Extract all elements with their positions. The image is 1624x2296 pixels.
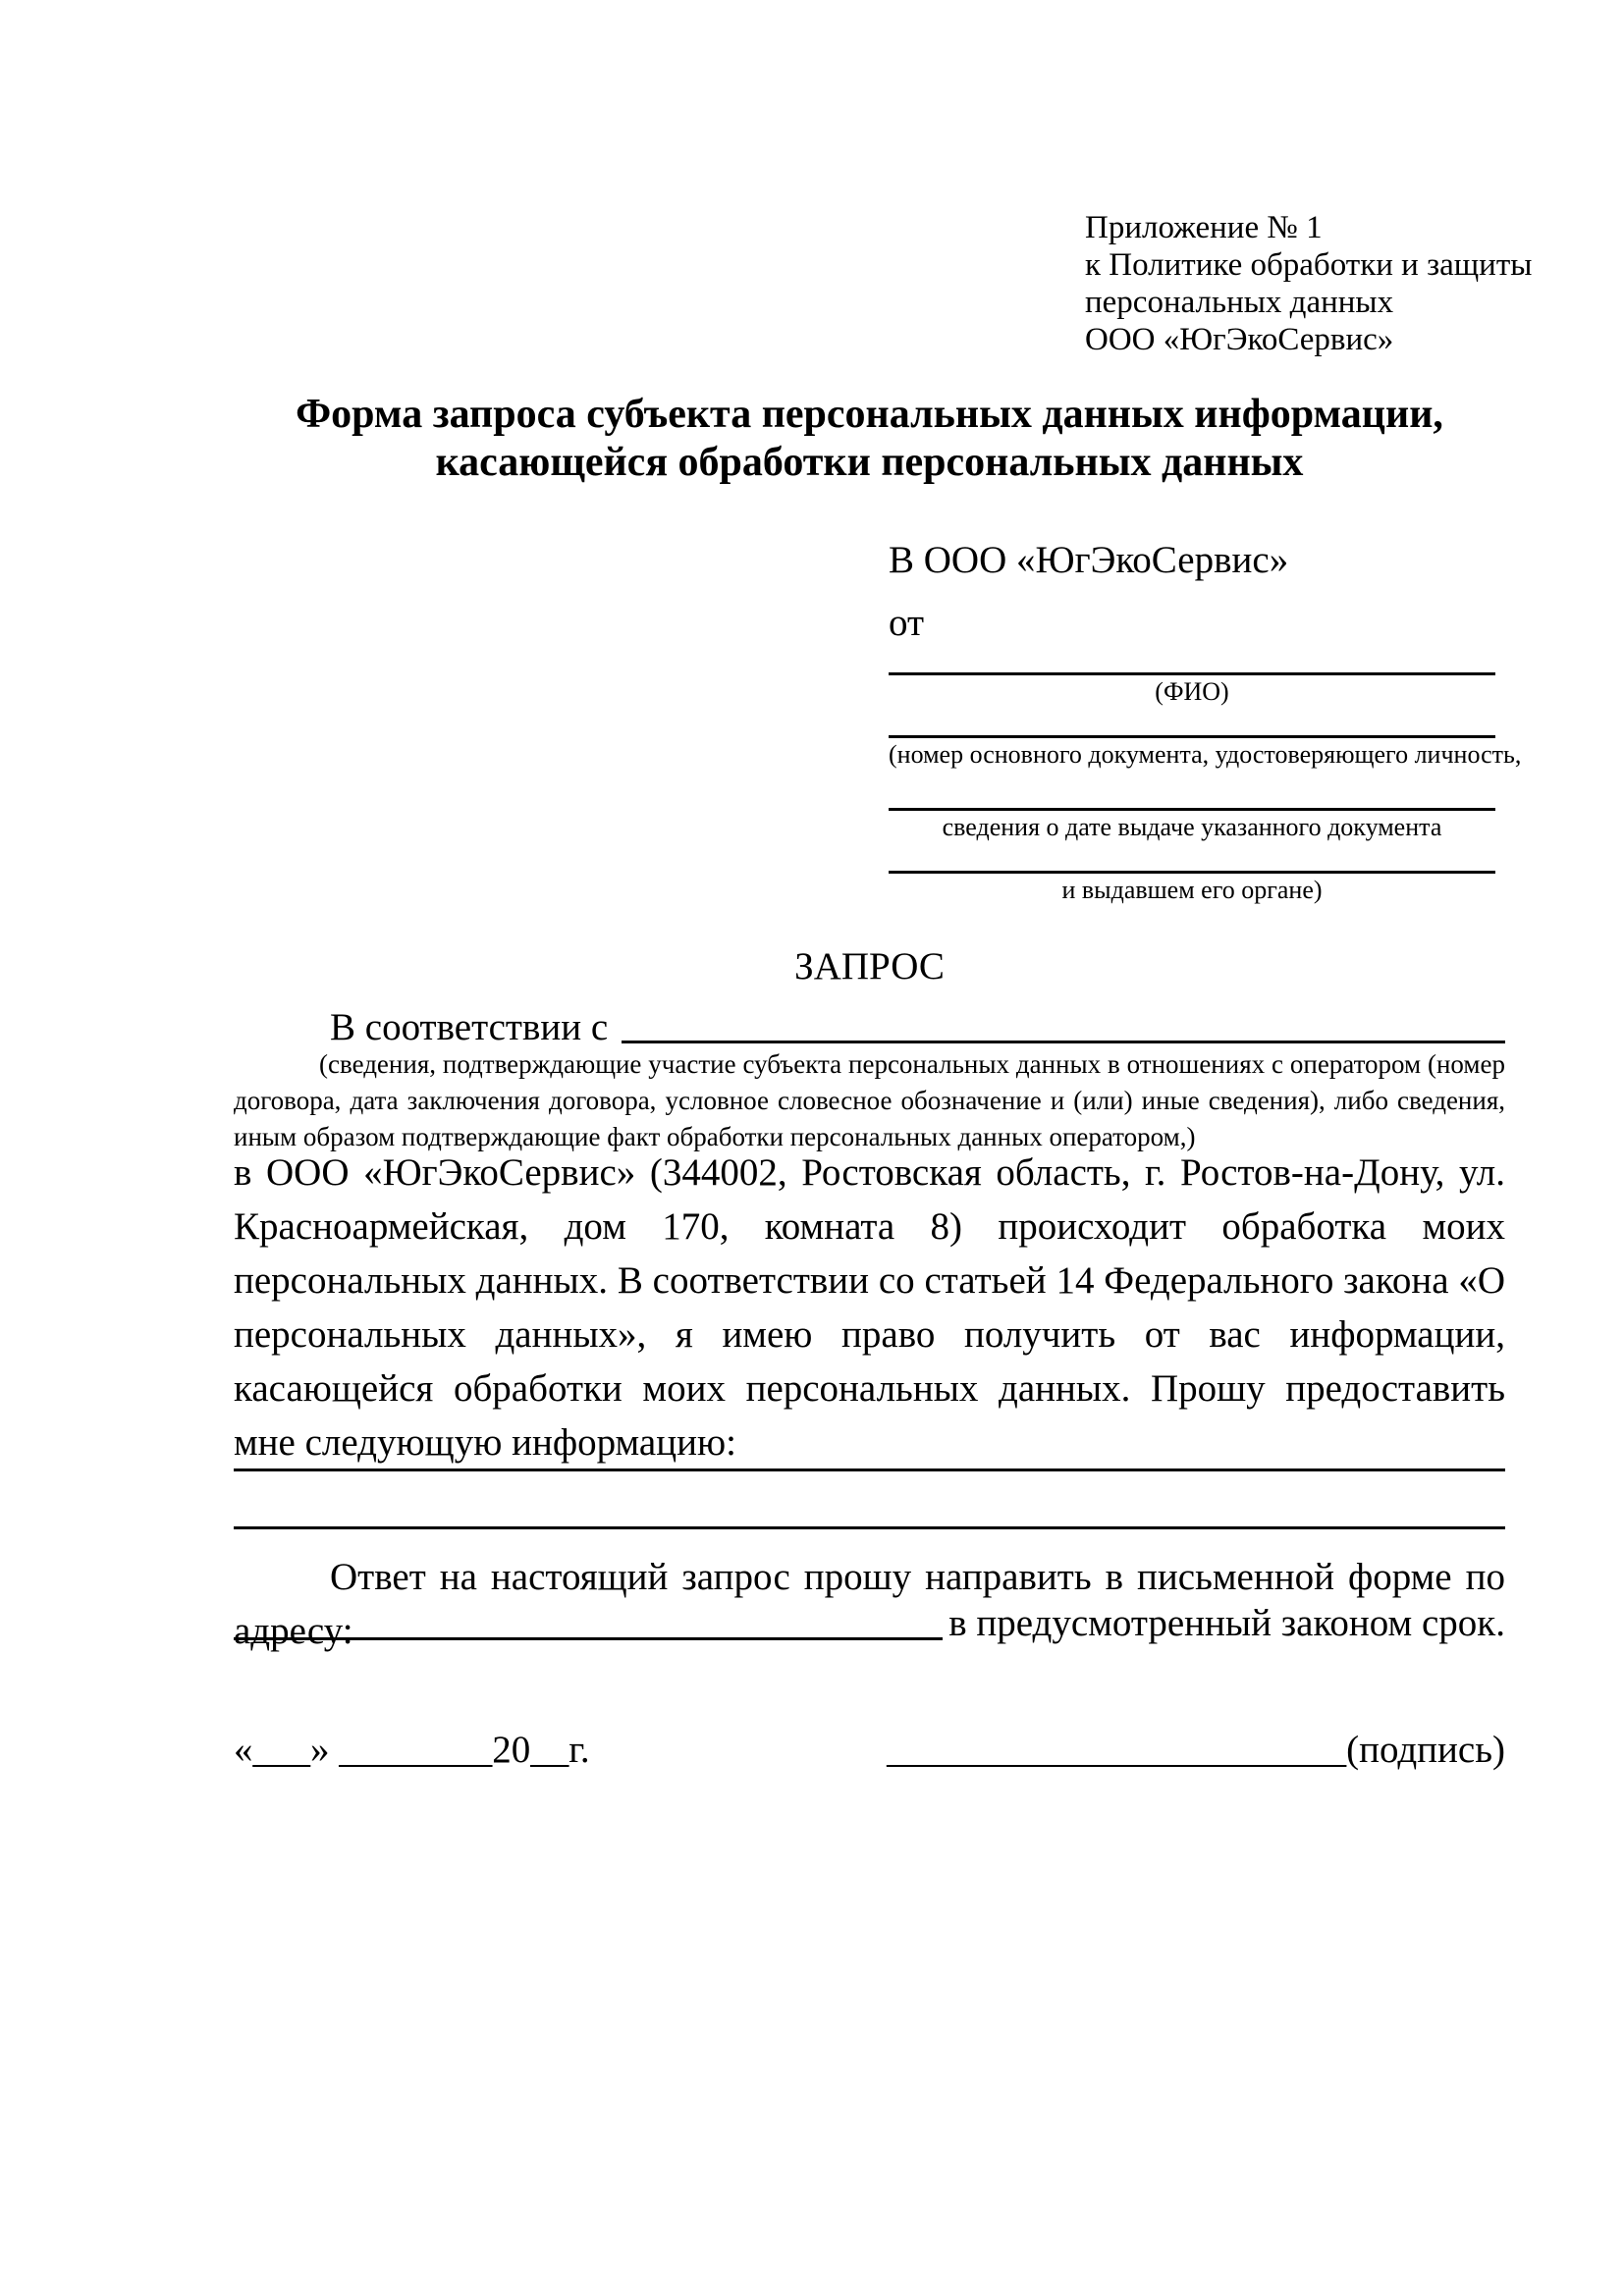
signature-caption: (подпись) [1346, 1729, 1505, 1771]
address-row [234, 1596, 1505, 1650]
bottom-row [234, 1726, 1505, 1775]
fio-fill-line [889, 672, 1495, 675]
accordance-footnote: (сведения, подтверждающие участие субъекта персональных данных в отношениях с оператором (номер договора, дата заключения договора, условное словесное обозначение и (или) иные сведения), либо сведения, иным образом подтверждающие факт обработки персональных данных оператором,) [234, 1049, 1505, 1151]
addressee-org: В ООО «ЮгЭкоСервис» [889, 539, 1289, 581]
accordance-fill-line [622, 1041, 1505, 1043]
document-number-fill-line [889, 735, 1495, 738]
date-line: «___» ________20__г. [234, 1729, 590, 1771]
document-number-caption: (номер основного документа, удостоверяющего личность, [889, 740, 1522, 769]
info-fill-line-1 [234, 1468, 1505, 1471]
accordance-lead: В соответствии с [330, 1006, 609, 1048]
annex-header-line-1: Приложение № 1 [1085, 210, 1323, 245]
addressee-block [889, 538, 1522, 931]
fio-caption: (ФИО) [1155, 677, 1229, 706]
annex-header [1085, 209, 1532, 358]
reply-tail: в предусмотренный законом срок. [948, 1602, 1505, 1644]
annex-header-line-3: персональных данных [1085, 285, 1394, 320]
signature-group [887, 1726, 1505, 1775]
issuing-authority-fill-line [889, 871, 1495, 874]
issue-date-caption: сведения о дате выдаче указанного документа [942, 813, 1442, 841]
issue-date-fill-line [889, 808, 1495, 811]
address-fill-line [234, 1637, 943, 1640]
accordance-row [234, 1005, 1505, 1050]
request-heading: ЗАПРОС [794, 945, 945, 988]
from-label: от [889, 602, 925, 644]
form-title: Форма запроса субъекта персональных данных информации, касающейся обработки персональных данных [296, 392, 1443, 485]
annex-header-line-4: ООО «ЮгЭкоСервис» [1085, 322, 1394, 357]
annex-header-line-2: к Политике обработки и защиты [1085, 247, 1533, 283]
issuing-authority-caption: и выдавшем его органе) [1061, 876, 1323, 904]
request-body-paragraph: в ООО «ЮгЭкоСервис» (344002, Ростовская область, г. Ростов-на-Дону, ул. Красноармейская, дом 170, комната 8) происходит обработка моих персональных данных. В соответствии со статьей 14 Федерального закона «О персональных данных», я имею право получить от вас информации, касающейся обработки моих персональных данных. Прошу предоставить мне следующую информацию: [234, 1151, 1505, 1464]
info-fill-line-2 [234, 1526, 1505, 1529]
signature-fill-line: ________________________ [887, 1729, 1347, 1771]
reply-paragraph: Ответ на настоящий запрос прошу направить в письменной форме по адресу: [234, 1556, 1505, 1652]
